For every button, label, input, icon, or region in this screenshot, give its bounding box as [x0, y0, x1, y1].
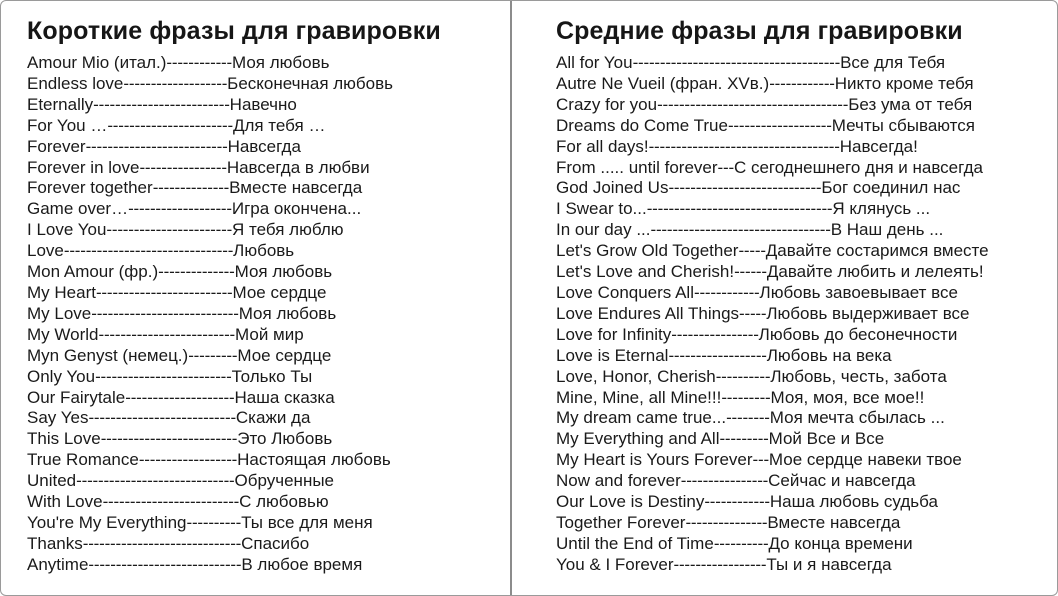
phrase-original: Mon Amour (фр.) [27, 262, 159, 282]
phrase-translation: Ты и я навсегда [766, 554, 892, 574]
phrase-translation: Наша сказка [234, 387, 335, 407]
phrase-translation: Любовь [233, 241, 295, 261]
phrase-row [27, 346, 510, 367]
phrase-original: Autre Ne Vueil (фран. XVв.) [556, 73, 770, 93]
phrase-separator: --------- [721, 387, 771, 407]
phrase-translation: Вместе навсегда [767, 512, 901, 532]
phrase-original: Forever in love [27, 157, 140, 177]
phrase-translation: Обрученные [234, 471, 335, 491]
phrase-row [556, 158, 1057, 179]
phrase-original: Crazy for you [556, 94, 658, 114]
phrase-translation: Мой Все и Все [768, 429, 885, 449]
phrase-separator: ----------------------- [106, 220, 233, 240]
phrase-translation: Любовь до бесонечности [758, 324, 958, 344]
phrase-translation: Ты все для меня [241, 512, 373, 532]
phrase-translation: В любое время [241, 554, 363, 574]
phrase-separator: -------------- [158, 262, 235, 282]
phrase-translation: Все для Тебя [840, 53, 946, 72]
phrase-row [27, 95, 510, 116]
phrase-original: Thanks [27, 533, 83, 553]
phrase-separator: -------- [726, 408, 770, 428]
phrase-original: Endless love [27, 73, 124, 93]
phrase-row [556, 429, 1057, 450]
phrase-original: My World [27, 324, 99, 344]
phrase-original: I Swear to... [556, 199, 647, 219]
phrase-row [27, 408, 510, 429]
phrase-original: United [27, 471, 77, 491]
phrase-translation: В Наш день ... [830, 220, 944, 240]
phrase-original: Until the End of Time [556, 533, 714, 553]
phrase-translation: Моя, моя, все мое!! [770, 387, 925, 407]
phrase-row [27, 304, 510, 325]
phrase-original: God Joined Us [556, 178, 669, 198]
phrase-original: Love is Eternal [556, 345, 669, 365]
phrase-row [556, 74, 1057, 95]
phrase-original: Love [27, 241, 64, 261]
phrase-separator: ---------------------------------- [646, 199, 833, 219]
phrase-translation: Без ума от тебя [848, 94, 973, 114]
phrase-original: All for You [556, 53, 633, 72]
phrase-translation: Любовь завоевывает все [759, 282, 958, 302]
phrase-translation: Любовь выдерживает все [766, 303, 970, 323]
medium-phrases-title: Средние фразы для гравировки [556, 17, 963, 45]
phrase-row [27, 492, 510, 513]
phrase-separator: ------------ [769, 73, 835, 93]
phrase-original: My Heart [27, 282, 96, 302]
phrase-translation: Мое сердце [232, 282, 327, 302]
medium-phrases-panel [512, 1, 1057, 595]
phrase-separator: --------- [719, 429, 769, 449]
phrase-row [27, 325, 510, 346]
phrase-translation: Только Ты [231, 366, 313, 386]
phrase-original: Amour Mio (итал.) [27, 53, 167, 72]
phrase-original: Love Conquers All [556, 282, 694, 302]
phrase-row [556, 220, 1057, 241]
phrase-row [556, 283, 1057, 304]
phrase-row [27, 158, 510, 179]
phrase-row [556, 304, 1057, 325]
phrase-translation: Моя любовь [238, 303, 337, 323]
phrase-row [556, 262, 1057, 283]
phrase-original: From ..... until forever [556, 157, 718, 177]
phrase-separator: ------------------------- [98, 324, 236, 344]
phrase-row [27, 513, 510, 534]
phrase-separator: ------------ [693, 282, 760, 302]
phrase-original: Myn Genyst (немец.) [27, 345, 189, 365]
phrase-row [556, 513, 1057, 534]
phrase-separator: ------------------------- [95, 366, 232, 386]
phrase-separator: --------------------------------- [650, 220, 831, 240]
phrase-translation: С сегоднешнего дня и навсегда [733, 157, 983, 177]
phrase-translation: До конца времени [768, 533, 913, 553]
phrase-original: Say Yes [27, 408, 89, 428]
phrase-translation: Это Любовь [237, 429, 333, 449]
phrase-separator: ----- [738, 241, 766, 261]
phrase-translation: Навечно [229, 94, 297, 114]
phrase-translation: Моя любовь [234, 262, 333, 282]
phrase-translation: С любовью [239, 492, 329, 512]
phrase-row [27, 241, 510, 262]
phrase-row [556, 53, 1057, 74]
phrase-row [556, 346, 1057, 367]
phrase-original: Forever together [27, 178, 153, 198]
phrase-separator: --- [717, 157, 734, 177]
phrase-original: You & I Forever [556, 554, 674, 574]
phrase-separator: ----------------------------- [82, 533, 242, 553]
phrase-row [556, 325, 1057, 346]
phrase-separator: ---------- [713, 533, 769, 553]
phrase-separator: ---------- [186, 512, 242, 532]
phrase-row [556, 199, 1057, 220]
phrase-separator: ------------------------- [95, 282, 233, 302]
phrase-separator: ------------------------------- [63, 241, 234, 261]
phrase-separator: ----------------------- [107, 115, 233, 135]
phrase-row [27, 471, 510, 492]
phrase-separator: ------------ [704, 492, 770, 512]
phrase-original: Only You [27, 366, 96, 386]
phrase-row [27, 178, 510, 199]
phrase-row [556, 137, 1057, 158]
phrase-translation: Любовь на века [766, 345, 892, 365]
phrase-separator: --------------- [685, 512, 768, 532]
phrase-original: You're My Everything [27, 512, 187, 532]
phrase-row [27, 450, 510, 471]
phrase-translation: Давайте состаримся вместе [765, 241, 989, 261]
phrase-translation: Я клянусь ... [832, 199, 931, 219]
phrase-separator: ---------------------------- [88, 554, 242, 574]
phrase-separator: ------------------------- [102, 492, 240, 512]
phrase-row [27, 555, 510, 576]
phrase-original: Our Love is Destiny [556, 492, 705, 512]
phrase-row [556, 471, 1057, 492]
phrase-translation: Моя мечта сбылась ... [769, 408, 945, 428]
phrase-translation: Мое сердце [237, 345, 332, 365]
phrase-translation: Наша любовь судьба [769, 492, 938, 512]
phrase-original: My Love [27, 303, 92, 323]
phrase-translation: Скажи да [235, 408, 311, 428]
phrase-original: Let's Grow Old Together [556, 241, 739, 261]
phrase-separator: ---------------- [680, 471, 769, 491]
phrase-original: Dreams do Come True [556, 115, 728, 135]
phrase-separator: ------------ [166, 53, 232, 72]
phrase-separator: -------------------------------------- [632, 53, 841, 72]
phrase-row [27, 367, 510, 388]
phrase-original: Together Forever [556, 512, 686, 532]
phrase-row [556, 450, 1057, 471]
phrase-original: Let's Love and Cherish! [556, 262, 735, 282]
phrase-separator: --- [752, 450, 769, 470]
phrase-original: Our Fairytale [27, 387, 126, 407]
phrase-separator: ----------------- [673, 554, 767, 574]
phrase-row [556, 492, 1057, 513]
phrase-separator: -------------- [152, 178, 230, 198]
phrase-separator: ------------------------- [93, 94, 230, 114]
phrase-original: For You … [27, 115, 108, 135]
phrase-original: Love, Honor, Cherish [556, 366, 716, 386]
phrase-row [556, 388, 1057, 409]
phrase-original: With Love [27, 492, 103, 512]
phrase-row [27, 220, 510, 241]
phrase-translation: Мое сердце навеки твое [768, 450, 962, 470]
phrase-separator: ----------------------------------- [648, 136, 840, 156]
phrase-original: My Heart is Yours Forever [556, 450, 753, 470]
phrase-row [27, 74, 510, 95]
phrase-original: Eternally [27, 94, 94, 114]
phrase-translation: Навсегда в любви [226, 157, 370, 177]
phrase-original: I Love You [27, 220, 107, 240]
phrase-separator: ------------------- [727, 115, 832, 135]
phrase-original: Love Endures All Things [556, 303, 740, 323]
phrase-separator: --------- [188, 345, 238, 365]
phrase-original: My Everything and All [556, 429, 720, 449]
phrase-translation: Игра окончена... [231, 199, 362, 219]
phrase-translation: Бесконечная любовь [227, 73, 394, 93]
phrase-separator: ----------------------------------- [657, 94, 849, 114]
phrase-original: This Love [27, 429, 101, 449]
phrase-separator: --------------------------- [88, 408, 236, 428]
phrase-row [27, 262, 510, 283]
phrase-row [556, 555, 1057, 576]
phrase-row [27, 429, 510, 450]
phrase-row [27, 388, 510, 409]
phrase-separator: ------------------------- [100, 429, 238, 449]
phrase-translation: Навсегда! [839, 136, 918, 156]
phrase-row [556, 241, 1057, 262]
phrase-separator: --------------------------- [91, 303, 239, 323]
phrase-row [556, 534, 1057, 555]
phrase-separator: ----------------------------- [76, 471, 235, 491]
phrase-translation: Моя любовь [231, 53, 330, 72]
phrase-row [556, 95, 1057, 116]
phrase-original: Now and forever [556, 471, 681, 491]
phrase-translation: Настоящая любовь [237, 450, 391, 470]
phrase-row [27, 137, 510, 158]
phrase-separator: ------------------ [668, 345, 767, 365]
phrase-translation: Вместе навсегда [229, 178, 363, 198]
phrase-original: My dream came true... [556, 408, 727, 428]
phrase-separator: ---------------- [671, 324, 759, 344]
phrase-row [556, 408, 1057, 429]
phrase-row [27, 283, 510, 304]
phrase-original: Mine, Mine, all Mine!!! [556, 387, 722, 407]
short-phrases-title: Короткие фразы для гравировки [27, 17, 441, 45]
phrase-translation: Любовь, честь, забота [770, 366, 947, 386]
phrase-translation: Для тебя … [232, 115, 326, 135]
phrase-original: In our day ... [556, 220, 651, 240]
phrase-translation: Мечты сбываются [831, 115, 975, 135]
phrase-row [556, 178, 1057, 199]
phrase-row [27, 199, 510, 220]
phrase-separator: ------ [734, 262, 767, 282]
short-phrases-list [27, 53, 510, 576]
phrase-translation: Сейчас и навсегда [768, 471, 916, 491]
phrase-original: True Romance [27, 450, 139, 470]
phrase-translation: Спасибо [241, 533, 310, 553]
phrase-translation: Никто кроме тебя [834, 73, 974, 93]
phrase-row [556, 367, 1057, 388]
phrase-row [27, 53, 510, 74]
phrase-row [27, 534, 510, 555]
phrase-translation: Навсегда [227, 136, 301, 156]
phrase-translation: Бог соединил нас [821, 178, 961, 198]
phrase-separator: -------------------------- [85, 136, 228, 156]
phrase-translation: Мой мир [235, 324, 304, 344]
phrase-separator: ------------------ [138, 450, 238, 470]
medium-phrases-list [556, 53, 1057, 576]
phrase-original: Forever [27, 136, 86, 156]
phrase-original: Game over… [27, 199, 129, 219]
phrase-original: For all days! [556, 136, 649, 156]
phrase-separator: ---------- [715, 366, 771, 386]
phrase-row [556, 116, 1057, 137]
phrase-original: Anytime [27, 554, 89, 574]
phrase-row [27, 116, 510, 137]
phrase-separator: ------------------- [128, 199, 232, 219]
phrase-separator: ----- [739, 303, 767, 323]
phrase-separator: ------------------- [123, 73, 228, 93]
short-phrases-panel [1, 1, 510, 595]
phrase-separator: -------------------- [125, 387, 235, 407]
phrase-translation: Я тебя люблю [232, 220, 344, 240]
phrase-separator: ---------------------------- [668, 178, 822, 198]
phrase-translation: Давайте любить и лелеять! [766, 262, 984, 282]
phrase-separator: ---------------- [139, 157, 227, 177]
phrase-original: Love for Infinity [556, 324, 672, 344]
